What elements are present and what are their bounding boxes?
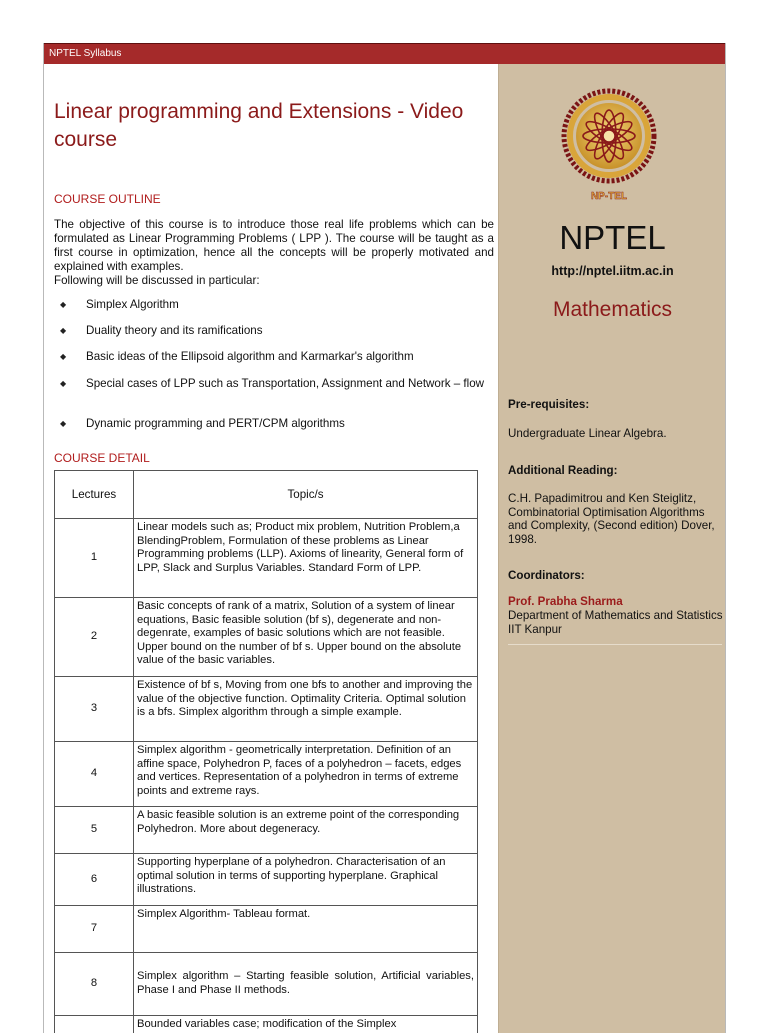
course-detail-heading: COURSE DETAIL — [54, 451, 150, 465]
table-row — [55, 677, 478, 742]
lecture-number: 3 — [55, 677, 134, 742]
lecture-topic: Basic concepts of rank of a matrix, Solution of a system of linear equations, Basic feasible solution (bf s), degenerate and non-degenrate, examples of basic solutions which are not feasible. Upper bound on the number of bf s. Upper bound on the absolute value of the basic variables. — [134, 598, 478, 677]
intro-paragraph: The objective of this course is to introduce those real life problems which can be formulated as Linear Programming Problems ( LPP ). The course will be taught as a first course in optimization, hence all the concepts will be properly motivated and explained with examples. — [54, 218, 494, 273]
lecture-topic: Linear models such as; Product mix problem, Nutrition Problem,a BlendingProblem, Formulation of these problems as Linear Programming problems (LLP). Axioms of linearity, General form of LPP, Slack and Surplus Variables. Standard Form of LPP. — [134, 519, 478, 598]
table-row — [55, 598, 478, 677]
course-detail-table — [54, 470, 478, 1033]
syllabus-page — [43, 43, 726, 1033]
list-item: ◆ Simplex Algorithm — [56, 298, 496, 312]
additional-reading-text: C.H. Papadimitrou and Ken Steiglitz, Combinatorial Optimisation Algorithms and Complexity, (Second edition) Dover, 1998. — [508, 492, 723, 546]
top-bar — [44, 43, 725, 64]
coordinator-name: Prof. Prabha Sharma — [508, 595, 623, 608]
lecture-number: 5 — [55, 807, 134, 854]
lecture-topic: Existence of bf s, Moving from one bfs to another and improving the value of the objective function. Optimality Criteria. Optimal solution is a bfs. Simplex algorithm through a simple example. — [134, 677, 478, 742]
brand-name: NPTEL — [499, 219, 726, 257]
lecture-number: 7 — [55, 906, 134, 953]
lecture-number: 4 — [55, 742, 134, 807]
table-row — [55, 906, 478, 953]
lecture-number: 6 — [55, 854, 134, 906]
top-bar-title: NPTEL Syllabus — [49, 48, 121, 59]
table-row — [55, 953, 478, 1016]
bullet-icon: ◆ — [60, 350, 66, 364]
table-row — [55, 807, 478, 854]
subject-name: Mathematics — [499, 298, 726, 322]
lecture-topic: Simplex algorithm - geometrically interpretation. Definition of an affine space, Polyhedron P, faces of a polyhedron – facets, edges and vertices. Representation of a polyhedron in terms of extreme points and extreme rays. — [134, 742, 478, 807]
lecture-number — [55, 1016, 134, 1033]
table-row — [55, 742, 478, 807]
lecture-topic: Supporting hyperplane of a polyhedron. Characterisation of an optimal solution in terms of supporting hyperplane. Graphical illustrations. — [134, 854, 478, 906]
coordinator-department: Department of Mathematics and Statistics IIT Kanpur — [508, 609, 723, 636]
list-item: ◆ Special cases of LPP such as Transportation, Assignment and Network – flow — [56, 377, 496, 391]
sidebar — [498, 64, 726, 1033]
bullet-icon: ◆ — [60, 377, 66, 391]
coordinators-label: Coordinators: — [508, 569, 585, 582]
nptel-logo-icon — [559, 86, 659, 204]
lecture-topic: Simplex Algorithm- Tableau format. — [134, 906, 478, 953]
bullet-icon: ◆ — [60, 417, 66, 431]
bullet-icon: ◆ — [60, 298, 66, 312]
list-item: ◆ Dynamic programming and PERT/CPM algorithms — [56, 417, 496, 431]
logo-wordmark: NP-TEL — [591, 191, 627, 202]
table-row — [55, 519, 478, 598]
lectures-header: Lectures — [55, 471, 134, 519]
topics-header: Topic/s — [134, 471, 478, 519]
list-item: ◆ Duality theory and its ramifications — [56, 324, 496, 338]
course-title: Linear programming and Extensions - Video course — [54, 98, 474, 154]
lecture-number: 2 — [55, 598, 134, 677]
additional-reading-label: Additional Reading: — [508, 464, 618, 477]
lecture-topic: A basic feasible solution is an extreme point of the corresponding Polyhedron. More about degeneracy. — [134, 807, 478, 854]
intro-lead: Following will be discussed in particular: — [54, 274, 260, 288]
prerequisites-text: Undergraduate Linear Algebra. — [508, 427, 723, 441]
table-header-row — [55, 471, 478, 519]
lecture-number: 8 — [55, 953, 134, 1016]
table-row — [55, 854, 478, 906]
course-intro — [54, 218, 494, 288]
lecture-topic: Simplex algorithm – Starting feasible solution, Artificial variables, Phase I and Phase II methods. — [134, 953, 478, 1016]
main-column — [44, 64, 498, 1033]
list-item: ◆ Basic ideas of the Ellipsoid algorithm and Karmarkar's algorithm — [56, 350, 496, 364]
sidebar-divider — [508, 644, 722, 645]
bullet-icon: ◆ — [60, 324, 66, 338]
site-link[interactable]: http://nptel.iitm.ac.in — [499, 264, 726, 278]
course-outline-heading: COURSE OUTLINE — [54, 192, 161, 206]
table-row — [55, 1016, 478, 1033]
prerequisites-label: Pre-requisites: — [508, 398, 589, 411]
lecture-topic: Bounded variables case; modification of the Simplex — [134, 1016, 478, 1033]
lecture-number: 1 — [55, 519, 134, 598]
